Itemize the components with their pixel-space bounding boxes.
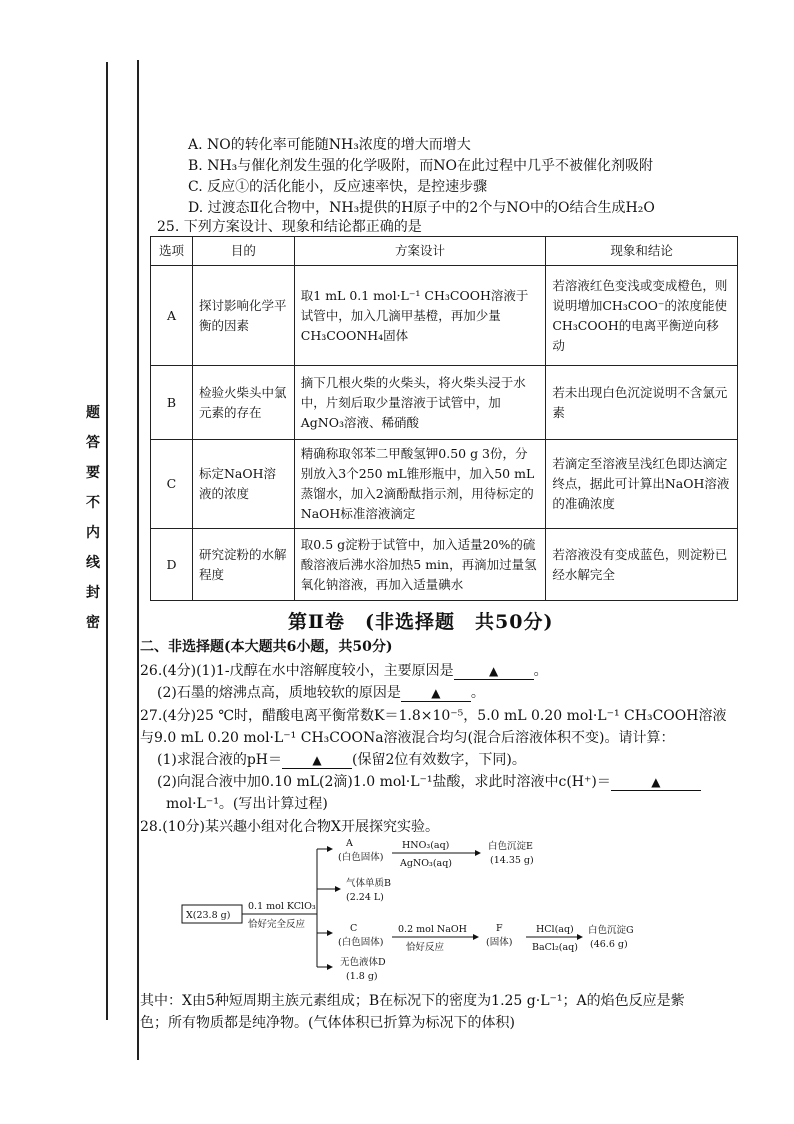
table-row [151, 266, 738, 366]
row-design: 取1 mL 0.1 mol·L⁻¹ CH₃COOH溶液于试管中，加入几滴甲基橙，再加少量CH₃COONH₄固体 [294, 266, 546, 366]
row-option: B [151, 366, 193, 440]
row-option: D [151, 529, 193, 601]
row-result: 若溶液没有变成蓝色，则淀粉已经水解完全 [546, 529, 738, 601]
row-option: A [151, 266, 193, 366]
section-heading: 二、非选择题(本大题共6小题，共50分) [140, 639, 393, 655]
answer-blank[interactable] [401, 685, 471, 702]
reagent-condition: 恰好完全反应 [248, 919, 306, 930]
row-purpose: 标定NaOH溶液的浓度 [192, 440, 294, 529]
reagent-hno3: HNO₃(aq) [402, 840, 450, 851]
row-purpose: 检验火柴头中氯元素的存在 [192, 366, 294, 440]
q27-line2: 与9.0 mL 0.20 mol·L⁻¹ CH₃COONa溶液混合均匀(混合后溶液体积不变)。请计算： [140, 730, 675, 746]
precipitate-e-label: 白色沉淀E [488, 841, 533, 852]
triangle-mark: ▲ [431, 686, 441, 700]
q28-note2: 色；所有物质都是纯净物。(气体体积已折算为标况下的体积) [140, 1015, 515, 1031]
reagent-kclo3: 0.1 mol KClO₃ [248, 901, 316, 912]
row-design: 精确称取邻苯二甲酸氢钾0.50 g 3份，分别放入3个250 mL锥形瓶中，加入50 mL蒸馏水，加入2滴酚酞指示剂，用待标定的NaOH标准溶液滴定 [294, 440, 546, 529]
table-row [151, 440, 738, 529]
row-result: 若溶液红色变浅或变成橙色，则说明增加CH₃COO⁻的浓度能使CH₃COOH的电离平衡逆向移动 [546, 266, 738, 366]
precipitate-e-mass: (14.35 g) [490, 855, 534, 866]
reagent-naoh: 0.2 mol NaOH [398, 924, 467, 935]
q24-option-d: D. 过渡态Ⅱ化合物中，NH₃提供的H原子中的2个与NO中的O结合生成H₂O [188, 200, 655, 216]
reagent-bacl2: BaCl₂(aq) [532, 942, 578, 953]
liquid-d-label: 无色液体D [340, 957, 386, 968]
q25-stem: 25. 下列方案设计、现象和结论都正确的是 [157, 219, 422, 235]
precipitate-g-mass: (46.6 g) [590, 939, 628, 950]
answer-blank[interactable] [282, 752, 352, 769]
q24-option-a: A. NO的转化率可能随NH₃浓度的增大而增大 [188, 137, 471, 153]
section-title: 第Ⅱ卷 (非选择题 共50分) [288, 611, 554, 633]
reagent-hcl: HCl(aq) [536, 924, 574, 935]
binding-line-inner [137, 60, 139, 1060]
reagent-agno3: AgNO₃(aq) [400, 858, 453, 869]
product-a-state: (白色固体) [338, 852, 384, 863]
q26-line1: 26.(4分)(1)1-戊醇在水中溶解度较小，主要原因是 ▲ 。 [140, 663, 548, 679]
precipitate-g-label: 白色沉淀G [588, 925, 634, 936]
q27-line5: mol·L⁻¹。(写出计算过程) [166, 796, 328, 812]
q27-line4: (2)向混合液中加0.10 mL(2滴)1.0 mol·L⁻¹盐酸，求此时溶液中c(H⁺)＝ ▲ [157, 771, 701, 791]
row-design: 摘下几根火柴的火柴头，将火柴头浸于水中，片刻后取少量溶液于试管中，加AgNO₃溶液、稀硝酸 [294, 366, 546, 440]
table-row [151, 529, 738, 601]
product-c-state: (白色固体) [338, 937, 384, 948]
gas-b-label: 气体单质B [346, 878, 391, 889]
row-result: 若未出现白色沉淀说明不含氯元素 [546, 366, 738, 440]
table-header-row [151, 237, 738, 266]
q28-note1: 其中：X由5种短周期主族元素组成；B在标况下的密度为1.25 g·L⁻¹；A的焰色反应是紫 [140, 993, 685, 1009]
product-a-label: A [346, 838, 353, 849]
binding-notice: 题 答 要 不 内 线 封 密 [86, 405, 100, 631]
table-row [151, 366, 738, 440]
product-f-state: (固体) [486, 937, 513, 948]
triangle-mark: ▲ [651, 775, 661, 789]
product-f-label: F [496, 923, 503, 934]
header-purpose: 目的 [192, 237, 294, 266]
answer-blank[interactable] [611, 774, 701, 791]
reagent-naoh-condition: 恰好反应 [406, 942, 445, 953]
header-option: 选项 [151, 237, 193, 266]
q27-line1: 27.(4分)25 ℃时，醋酸电离平衡常数K＝1.8×10⁻⁵，5.0 mL 0.20 mol·L⁻¹ CH₃COOH溶液 [140, 708, 727, 724]
header-design: 方案设计 [294, 237, 546, 266]
row-design: 取0.5 g淀粉于试管中，加入适量20%的硫酸溶液后沸水浴加热5 min，再滴加过量氢氧化钠溶液，再加入适量碘水 [294, 529, 546, 601]
row-purpose: 探讨影响化学平衡的因素 [192, 266, 294, 366]
q24-option-c: C. 反应①的活化能小，反应速率快，是控速步骤 [188, 179, 488, 195]
q28-stem: 28.(10分)某兴趣小组对化合物X开展探究实验。 [140, 819, 439, 835]
gas-b-volume: (2.24 L) [346, 892, 384, 903]
triangle-mark: ▲ [312, 753, 322, 767]
header-result: 现象和结论 [546, 237, 738, 266]
q25-table [150, 236, 738, 601]
binding-line-outer [106, 62, 108, 1020]
row-result: 若滴定至溶液呈浅红色即达滴定终点，据此可计算出NaOH溶液的准确浓度 [546, 440, 738, 529]
q24-option-b: B. NH₃与催化剂发生强的化学吸附，而NO在此过程中几乎不被催化剂吸附 [188, 158, 653, 174]
flow-diagram [160, 835, 690, 985]
liquid-d-mass: (1.8 g) [346, 971, 378, 982]
product-c-label: C [350, 923, 358, 934]
compound-x-label: X(23.8 g) [186, 910, 231, 921]
q26-line2: (2)石墨的熔沸点高，质地较软的原因是 ▲ 。 [157, 685, 485, 701]
row-option: C [151, 440, 193, 529]
q27-line3: (1)求混合液的pH＝ ▲ (保留2位有效数字，下同)。 [157, 752, 526, 768]
row-purpose: 研究淀粉的水解程度 [192, 529, 294, 601]
answer-blank[interactable] [454, 663, 534, 680]
triangle-mark: ▲ [488, 664, 499, 678]
